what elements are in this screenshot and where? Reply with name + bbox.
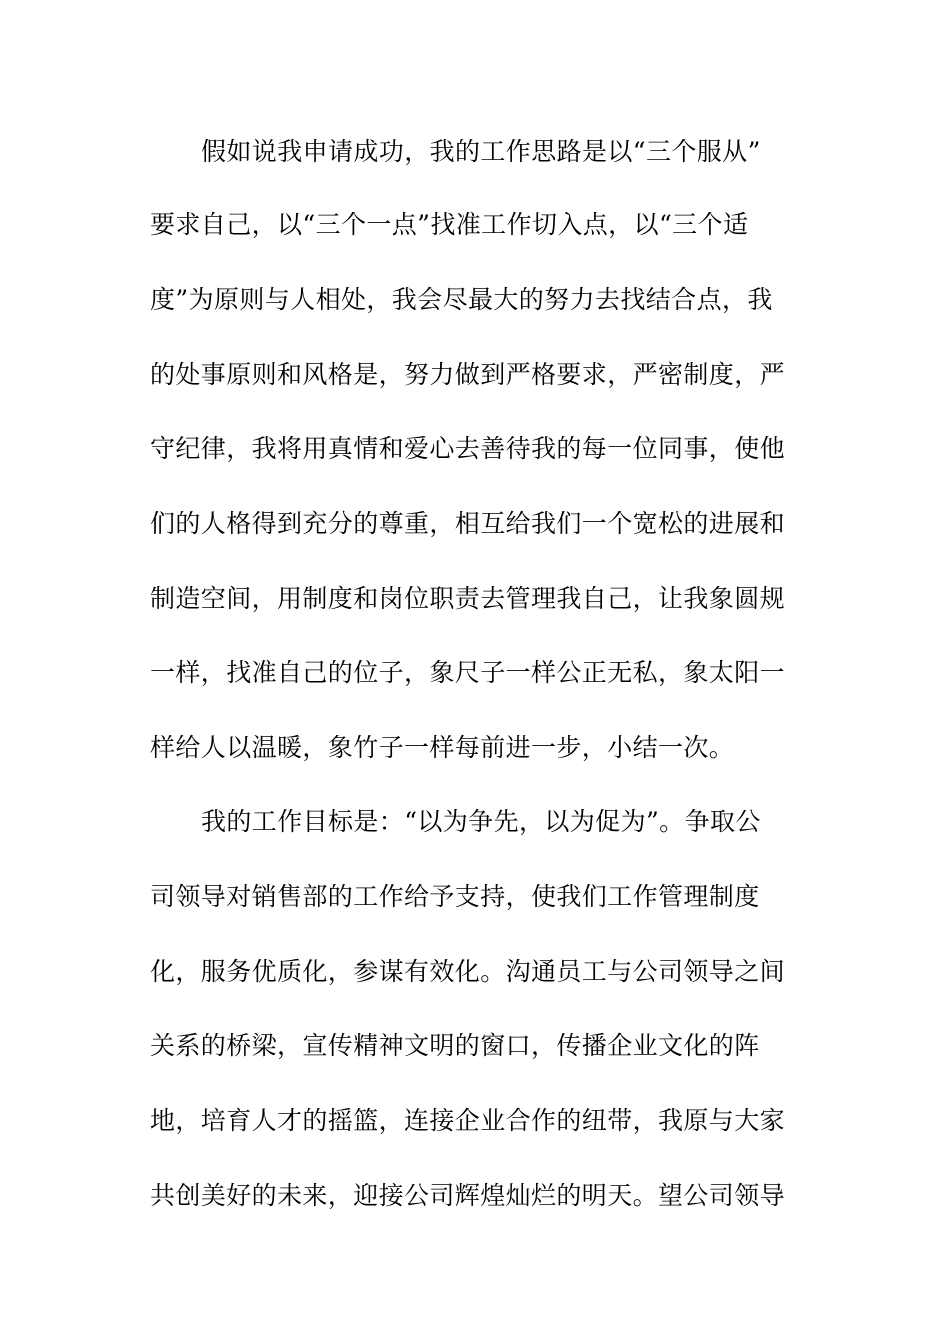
paragraph-1-line-8: 一样，找准自己的位子，象尺子一样公正无私，象太阳一: [150, 658, 786, 687]
paragraph-2-line-2: 司领导对销售部的工作给予支持，使我们工作管理制度: [150, 882, 760, 911]
paragraph-2-line-3: 化，服务优质化，参谋有效化。沟通员工与公司领导之间: [150, 957, 786, 986]
paragraph-2-line-6: 共创美好的未来，迎接公司辉煌灿烂的明天。望公司领导: [150, 1181, 786, 1210]
paragraph-1-line-5: 守纪律，我将用真情和爱心去善待我的每一位同事，使他: [150, 434, 786, 463]
paragraph-1-line-7: 制造空间，用制度和岗位职责去管理我自己，让我象圆规: [150, 584, 786, 613]
paragraph-1-line-2: 要求自己，以“三个一点”找准工作切入点，以“三个适: [150, 210, 749, 239]
paragraph-2-line-5: 地，培育人才的摇篮，连接企业合作的纽带，我原与大家: [150, 1106, 786, 1135]
paragraph-1-line-9: 样给人以温暖，象竹子一样每前进一步，小结一次。: [150, 733, 735, 762]
paragraph-1-line-3: 度”为原则与人相处，我会尽最大的努力去找结合点，我: [150, 285, 773, 314]
paragraph-1-line-6: 们的人格得到充分的尊重，相互给我们一个宽松的进展和: [150, 509, 786, 538]
paragraph-2-line-4: 关系的桥梁，宣传精神文明的窗口，传播企业文化的阵: [150, 1031, 760, 1060]
paragraph-1-line-1: 假如说我申请成功，我的工作思路是以“三个服从”: [201, 137, 761, 166]
paragraph-1-line-4: 的处事原则和风格是，努力做到严格要求，严密制度，严: [150, 360, 786, 389]
paragraph-2-line-1: 我的工作目标是：“以为争先，以为促为”。争取公: [201, 807, 761, 836]
